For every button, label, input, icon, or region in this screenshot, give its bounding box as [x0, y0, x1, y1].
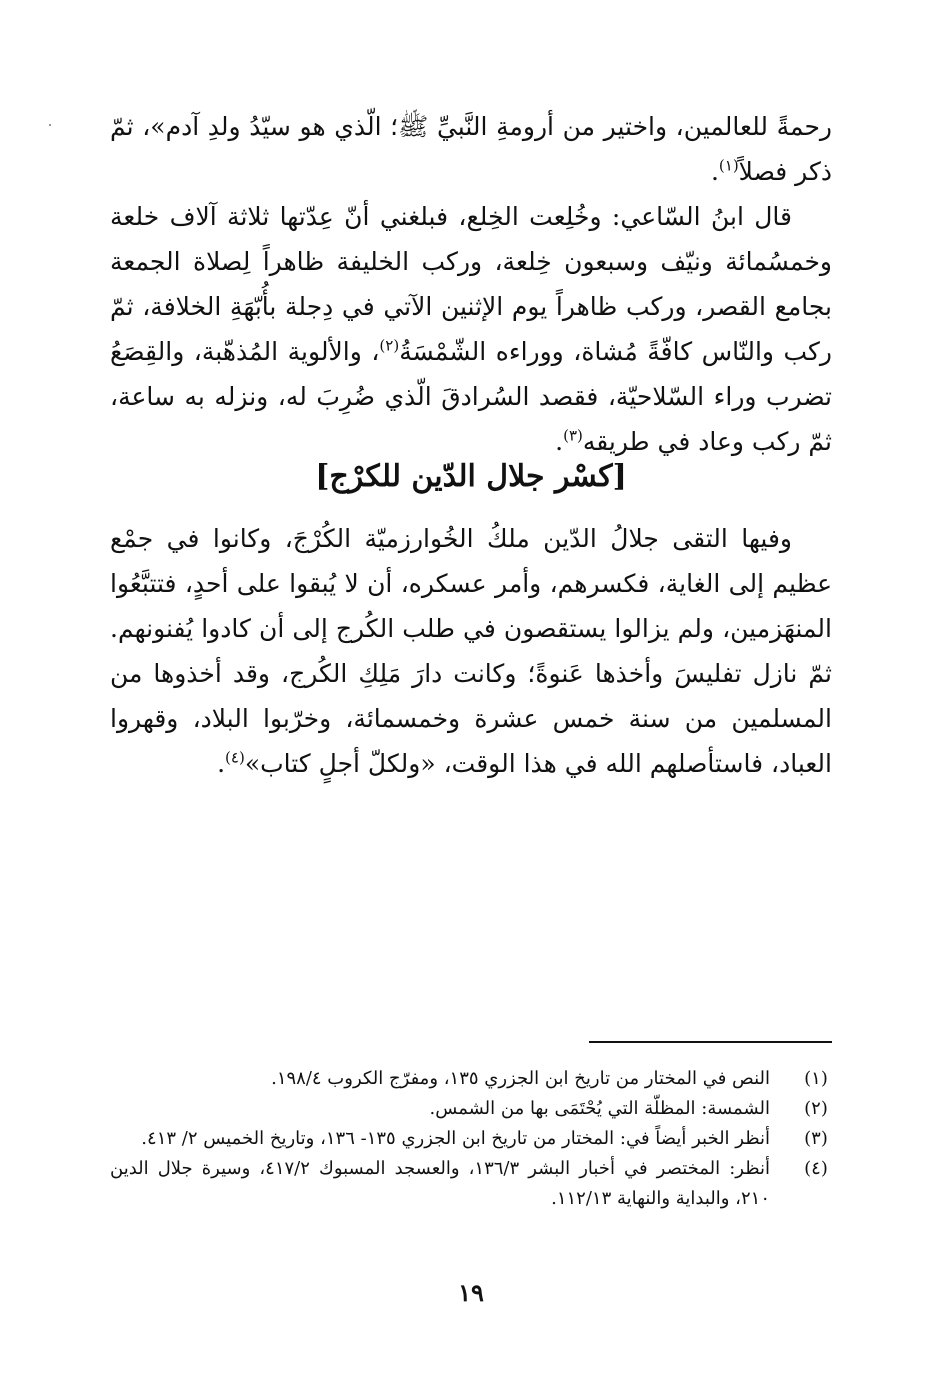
footnote-number: (٤): [804, 1158, 828, 1179]
section-heading: [كسْر جلال الدّين للكرْج]: [315, 459, 627, 494]
footnote-ref-2[interactable]: (٢): [379, 336, 400, 355]
paragraph-3-text: وفيها التقى جلالُ الدّين ملكُ الخُوارزميّة الكُرْجَ، وكانوا في جمْع عظيم إلى الغاية، فكسرهم، وأمر عسكره، أن لا يُبقوا على أحدٍ، فتتبَّعُوا المنهَزمين، ولم يزالوا يستقصون في طلب الكُرج إلى أن كادوا يُفنونهم. ثمّ نازل تفليسَ وأخذها عَنوةً؛ وكانت دارَ مَلِكِ الكُرج، وقد أخذوها من المسلمين من سنة خمس عشرة وخمسمائة، وخرّبوا البلاد، وقهروا العباد، فاستأصلهم الله في هذا الوقت، «ولكلّ أجلٍ كتاب»: [110, 524, 832, 778]
page-number: ١٩: [458, 1278, 484, 1307]
footnote-item: [110, 1094, 832, 1124]
footnote-number: (٣): [804, 1128, 828, 1149]
footnote-text: النص في المختار من تاريخ ابن الجزري ١٣٥، ومفرّج الكروب ١٩٨/٤.: [271, 1068, 770, 1089]
paragraph-continuation: [110, 104, 832, 194]
footnote-ref-1[interactable]: (١): [718, 156, 739, 175]
footnote-text: الشمسة: المظلّة التي يُحْتَمَى بها من الشمس.: [429, 1098, 770, 1119]
footnote-number: (١): [804, 1068, 828, 1089]
footnote-item: [110, 1124, 832, 1154]
scan-speck: [49, 124, 51, 126]
paragraph-2-tail: .: [555, 427, 564, 456]
footnote-text: أنظر الخبر أيضاً في: المختار من تاريخ ابن الجزري ١٣٥- ١٣٦، وتاريخ الخميس ٢/ ٤١٣.: [141, 1128, 770, 1149]
footnote-number: (٢): [804, 1098, 828, 1119]
footnote-ref-3[interactable]: (٣): [563, 426, 583, 445]
footnote-item: [110, 1154, 832, 1214]
footnote-ref-4[interactable]: (٤): [225, 748, 245, 767]
paragraph-2-text: قال ابنُ السّاعي: وخُلِعت الخِلع، فبلغني أنّ عِدّتها ثلاثة آلاف خلعة وخمسُمائة ونيّف وسبعون خِلعة، وركب الخليفة ظاهراً لِصلاة الجمعة بجامع القصر، وركب ظاهراً يوم الإثنين الآتي في دِجلة بأُبّهَةِ الخلافة، ثمّ ركب والنّاس كافّةً مُشاة، ووراءه الشّمْسَةُ: [110, 202, 833, 366]
footnote-item: [110, 1064, 832, 1094]
paragraph-ibn-al-saai: [110, 194, 832, 464]
paragraph-1-tail: .: [710, 157, 719, 186]
paragraph-1-text: رحمةً للعالمين، واختير من أرومةِ النَّبيِّ ﷺ؛ الّذي هو سيّدُ ولدِ آدم»، ثمّ ذكر فصلاً: [110, 112, 832, 186]
footnote-text: أنظر: المختصر في أخبار البشر ١٣٦/٣، والعسجد المسبوك ٤١٧/٢، وسيرة جلال الدين ٢١٠، والبداية والنهاية ١١٢/١٣.: [110, 1158, 770, 1209]
paragraph-3-tail: .: [217, 749, 226, 778]
paragraph-2-text-continued: ، والألوية المُذهّبة، والقِصَعُ تضرب وراء السّلاحيّة، فقصد السُرادقَ الّذي ضُرِبَ له، ونزله به ساعة، ثمّ ركب وعاد في طريقه: [110, 337, 832, 456]
footnote-separator: [589, 1041, 832, 1043]
footnotes: [110, 1064, 832, 1214]
paragraph-jalal-al-din: [110, 516, 832, 786]
